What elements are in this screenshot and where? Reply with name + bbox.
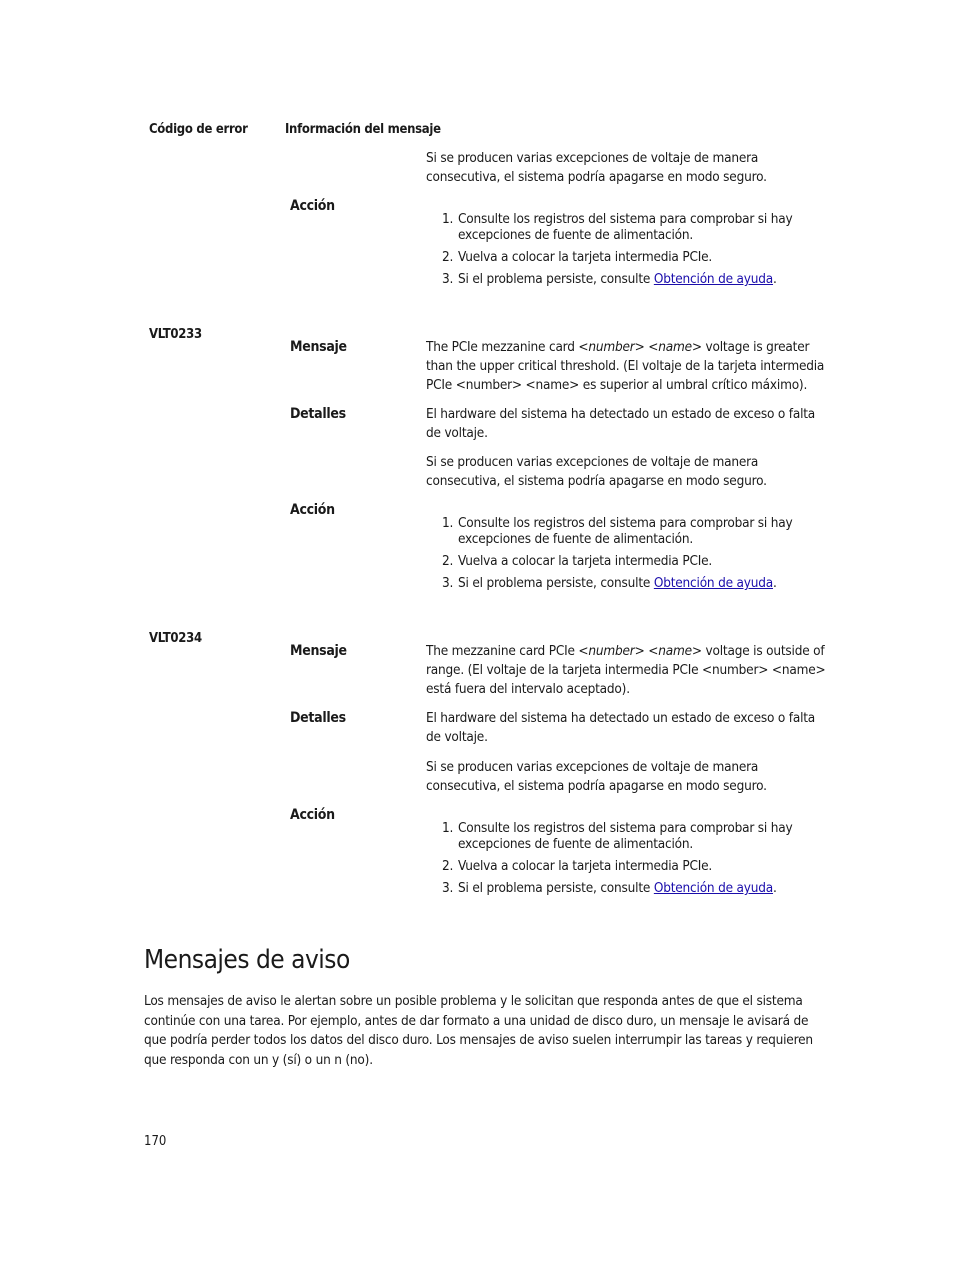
help-link[interactable]: Obtención de ayuda [653, 880, 774, 896]
vlt0234-details-label: Detalles [290, 710, 346, 726]
list-item: 3. Si el problema persiste, consulte Obtención de ayuda. [442, 271, 777, 287]
column-header-message-info: Información del mensaje [285, 122, 441, 137]
vlt0233-action-label: Acción [290, 502, 335, 518]
vlt0234-message-label: Mensaje [290, 643, 347, 659]
section-body-text: Los mensajes de aviso le alertan sobre un posible problema y le solicitan que responda antes de que el sistema continúe con una tarea. Por ejemplo, antes de dar formato a una unidad de disco duro, un mensaje le avisará de que podría perder todos los datos del disco duro. Los mensajes de aviso suelen interrumpir las tareas y requieren que responda con un y (sí) o un n (no). [144, 993, 813, 1068]
continued-action-steps [426, 211, 798, 293]
continued-extra-text: Si se producen varias excepciones de voltaje de manera consecutiva, el sistema podría apagarse en modo seguro. [426, 150, 767, 185]
list-item: 3. Si el problema persiste, consulte Obtención de ayuda. [442, 575, 777, 591]
list-item: 1. Consulte los registros del sistema para comprobar si hay excepciones de fuente de alimentación. [442, 515, 793, 547]
vlt0233-message-label: Mensaje [290, 339, 347, 355]
list-item: 3. Si el problema persiste, consulte Obtención de ayuda. [442, 880, 777, 896]
continued-action-label: Acción [290, 198, 335, 214]
vlt0233-details-text: El hardware del sistema ha detectado un estado de exceso o falta de voltaje. [426, 406, 816, 441]
vlt0233-extra-text: Si se producen varias excepciones de voltaje de manera consecutiva, el sistema podría apagarse en modo seguro. [426, 454, 767, 489]
list-item: 2. Vuelva a colocar la tarjeta intermedia PCIe. [442, 858, 713, 874]
error-code-vlt0233: VLT0233 [149, 327, 202, 342]
page-number: 170 [144, 1134, 167, 1149]
list-item: 2. Vuelva a colocar la tarjeta intermedia PCIe. [442, 553, 713, 569]
section-heading: Mensajes de aviso [144, 945, 350, 975]
vlt0234-message-text: The mezzanine card PCIe <number> <name> voltage is outside of range. (El voltaje de la tarjeta intermedia PCIe <number> <name> está fuera del intervalo aceptado). [426, 643, 826, 697]
vlt0234-extra-text: Si se producen varias excepciones de voltaje de manera consecutiva, el sistema podría apagarse en modo seguro. [426, 759, 767, 794]
help-link[interactable]: Obtención de ayuda [653, 575, 774, 591]
vlt0233-message-text: The PCIe mezzanine card <number> <name> voltage is greater than the upper critical threshold. (El voltaje de la tarjeta intermedia PCIe <number> <name> es superior al umbral crítico máximo). [426, 339, 825, 393]
list-item: 1. Consulte los registros del sistema para comprobar si hay excepciones de fuente de alimentación. [442, 211, 793, 243]
vlt0233-action-steps [426, 515, 798, 597]
column-header-error-code: Código de error [149, 122, 248, 137]
list-item: 1. Consulte los registros del sistema para comprobar si hay excepciones de fuente de alimentación. [442, 820, 793, 852]
vlt0234-details-text: El hardware del sistema ha detectado un estado de exceso o falta de voltaje. [426, 710, 816, 745]
vlt0233-details-label: Detalles [290, 406, 346, 422]
vlt0234-action-label: Acción [290, 807, 335, 823]
vlt0234-action-steps [426, 820, 798, 902]
list-item: 2. Vuelva a colocar la tarjeta intermedia PCIe. [442, 249, 713, 265]
error-code-vlt0234: VLT0234 [149, 631, 202, 646]
help-link[interactable]: Obtención de ayuda [653, 271, 774, 287]
